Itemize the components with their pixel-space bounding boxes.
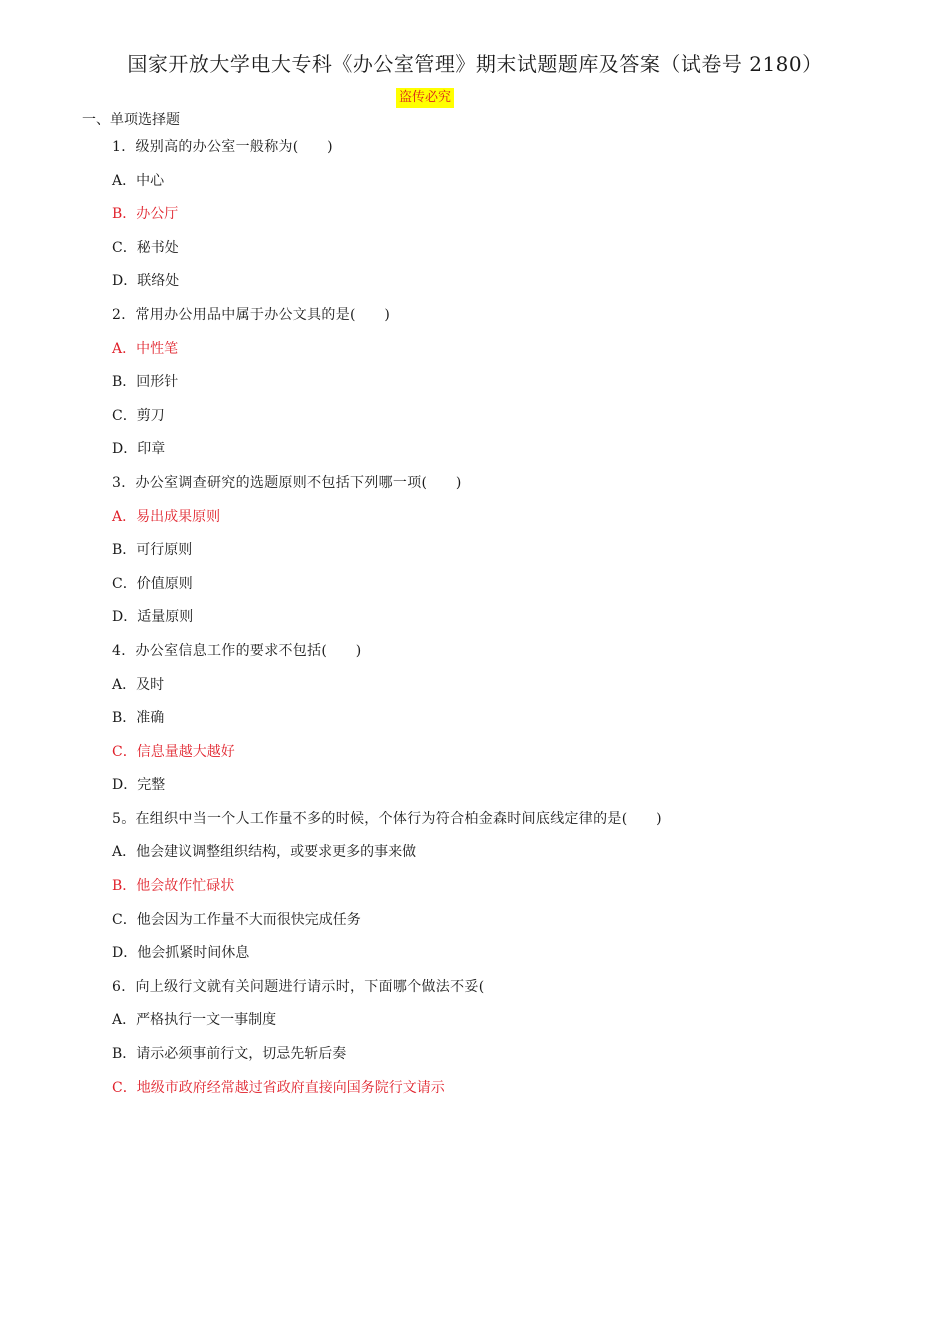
option-text: 中性笔 — [136, 340, 179, 357]
option-item — [112, 371, 662, 405]
option-letter: C． — [112, 239, 137, 256]
option-item-correct — [112, 1077, 662, 1111]
option-letter: C． — [112, 743, 137, 760]
option-item — [112, 1043, 662, 1077]
question-text: 6．向上级行文就有关问题进行请示时，下面哪个做法不妥( — [112, 978, 485, 995]
option-text: 准确 — [136, 710, 165, 727]
option-item — [112, 841, 662, 875]
question-list — [112, 136, 662, 1110]
option-item-correct — [112, 338, 662, 372]
option-letter: A． — [112, 340, 137, 357]
question-text: 1．级别高的办公室一般称为( ) — [112, 139, 333, 155]
option-text: 请示必须事前行文，切忌先斩后奏 — [136, 1046, 347, 1063]
option-letter: B． — [112, 710, 137, 727]
option-text: 他会建议调整组织结构，或要求更多的事来做 — [136, 844, 417, 861]
option-item — [112, 405, 662, 439]
option-letter: A． — [112, 844, 137, 861]
option-item — [112, 270, 662, 304]
option-text: 完整 — [137, 777, 166, 794]
option-letter: B． — [112, 878, 137, 895]
option-letter: B． — [112, 1046, 137, 1063]
option-item — [112, 573, 662, 607]
option-item — [112, 438, 662, 472]
option-text: 及时 — [136, 676, 165, 693]
option-text: 易出成果原则 — [136, 508, 221, 525]
option-item — [112, 539, 662, 573]
option-letter: B． — [112, 206, 137, 223]
option-text: 适量原则 — [137, 609, 194, 626]
option-letter: C． — [112, 407, 137, 424]
option-letter: A． — [112, 676, 137, 693]
option-letter: A． — [112, 1012, 137, 1029]
option-item-correct — [112, 741, 662, 775]
option-letter: D． — [112, 441, 138, 458]
option-item — [112, 606, 662, 640]
option-text: 严格执行一文一事制度 — [136, 1012, 277, 1029]
stamp-container — [0, 86, 850, 108]
page-title: 国家开放大学电大专科《办公室管理》期末试题题库及答案（试卷号 2180） — [127, 52, 823, 76]
option-text: 他会因为工作量不大而很快完成任务 — [136, 911, 361, 928]
option-letter: D． — [112, 273, 138, 290]
option-text: 秘书处 — [136, 239, 179, 256]
question-text: 4．办公室信息工作的要求不包括( ) — [112, 642, 362, 659]
option-letter: A． — [112, 508, 137, 525]
option-text: 他会故作忙碌状 — [136, 878, 235, 895]
option-item — [112, 774, 662, 808]
option-text: 办公厅 — [136, 206, 179, 223]
option-item-correct — [112, 203, 662, 237]
question-text: 3．办公室调查研究的选题原则不包括下列哪一项( ) — [112, 474, 462, 491]
option-item — [112, 1009, 662, 1043]
option-text: 印章 — [137, 441, 166, 458]
option-text: 价值原则 — [136, 575, 193, 592]
option-item-correct — [112, 875, 662, 909]
option-letter: A． — [112, 172, 137, 189]
option-letter: B． — [112, 542, 137, 559]
option-text: 地级市政府经常越过省政府直接向国务院行文请示 — [136, 1079, 445, 1096]
option-item — [112, 707, 662, 741]
option-text: 可行原则 — [136, 542, 193, 559]
question-text: 5。在组织中当一个人工作量不多的时候，个体行为符合柏金森时间底线定律的是( ) — [112, 810, 662, 827]
option-text: 回形针 — [136, 374, 179, 391]
option-text: 联络处 — [137, 273, 180, 290]
option-text: 中心 — [136, 172, 165, 189]
copyright-stamp: 盗传必究 — [396, 88, 454, 108]
option-text: 他会抓紧时间休息 — [137, 945, 250, 962]
option-item-correct — [112, 506, 662, 540]
question-text: 2．常用办公用品中属于办公文具的是( ) — [112, 306, 391, 323]
option-letter: C． — [112, 911, 137, 928]
option-item — [112, 942, 662, 976]
option-letter: D． — [112, 609, 138, 626]
option-letter: D． — [112, 777, 138, 794]
option-text: 剪刀 — [136, 407, 165, 424]
option-item — [112, 674, 662, 708]
option-text: 信息量越大越好 — [136, 743, 235, 760]
option-item — [112, 909, 662, 943]
option-letter: C． — [112, 1079, 137, 1096]
option-item — [112, 237, 662, 271]
section-heading: 一、单项选择题 — [82, 112, 180, 128]
option-item — [112, 170, 662, 204]
option-letter: B． — [112, 374, 137, 391]
option-letter: C． — [112, 575, 137, 592]
option-letter: D． — [112, 945, 138, 962]
